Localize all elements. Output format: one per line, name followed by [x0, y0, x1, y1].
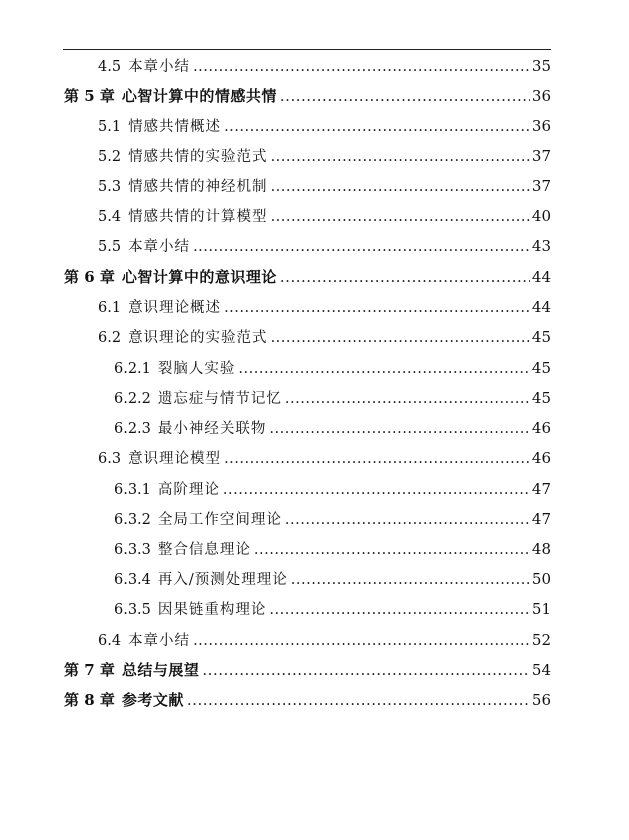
toc-page-number: 45: [531, 328, 551, 346]
toc-title: 再入/预测处理理论: [157, 572, 288, 588]
toc-number: 5.3: [98, 179, 122, 195]
toc-page-number: 37: [531, 147, 551, 165]
toc-number: 6.3: [98, 451, 122, 467]
toc-title: 心智计算中的情感共情: [121, 87, 277, 105]
toc-chapter-entry[interactable]: [64, 658, 551, 682]
toc-subentry[interactable]: [114, 356, 551, 380]
dot-leader: [202, 658, 530, 682]
toc-number: 6.3.5: [114, 602, 151, 618]
toc-page-number: 47: [531, 510, 551, 528]
toc-page-number: 56: [531, 691, 551, 709]
toc-title: 裂脑人实验: [157, 361, 236, 377]
toc-number: 第 6 章: [64, 268, 115, 286]
toc-number: 5.1: [98, 119, 122, 135]
dot-leader: [224, 447, 530, 471]
toc-entry[interactable]: [98, 144, 551, 168]
toc-title: 情感共情的实验范式: [128, 149, 268, 165]
dot-leader: [291, 568, 530, 592]
toc-number: 第 5 章: [64, 87, 115, 105]
toc-entry[interactable]: [98, 54, 551, 78]
toc-page-number: 45: [531, 359, 551, 377]
toc-page-number: 47: [531, 480, 551, 498]
dot-leader: [271, 205, 530, 229]
toc-page-number: 46: [531, 419, 551, 437]
toc-subentry[interactable]: [114, 597, 551, 621]
toc-subentry[interactable]: [114, 507, 551, 531]
dot-leader: [238, 357, 530, 381]
toc-number: 6.2.3: [114, 421, 151, 437]
toc-page-number: 50: [531, 570, 551, 588]
toc-page-number: 36: [531, 117, 551, 135]
toc-title: 遗忘症与情节记忆: [157, 391, 282, 407]
toc-chapter-entry[interactable]: [64, 84, 551, 108]
toc-title: 因果链重构理论: [157, 602, 267, 618]
toc-page-number: 35: [531, 57, 551, 75]
toc-page-number: 48: [531, 540, 551, 558]
toc-chapter-entry[interactable]: [64, 688, 551, 712]
dot-leader: [271, 326, 530, 350]
toc-number: 6.3.2: [114, 512, 151, 528]
toc-page-number: 43: [531, 237, 551, 255]
dot-leader: [224, 296, 530, 320]
dot-leader: [193, 55, 530, 79]
toc-number: 4.5: [98, 59, 122, 75]
dot-leader: [280, 265, 530, 289]
toc-page-number: 45: [531, 389, 551, 407]
toc-entry[interactable]: [98, 174, 551, 198]
toc-entry[interactable]: [98, 234, 551, 258]
dot-leader: [269, 417, 530, 441]
toc-page-number: 36: [531, 87, 551, 105]
toc-number: 6.4: [98, 633, 122, 649]
toc-page-number: 44: [531, 298, 551, 316]
toc-title: 情感共情的计算模型: [128, 209, 268, 225]
toc-page-number: 51: [531, 600, 551, 618]
toc-subentry[interactable]: [114, 477, 551, 501]
toc-number: 6.3.3: [114, 542, 151, 558]
toc-title: 参考文献: [121, 691, 184, 709]
toc-number: 6.3.1: [114, 482, 151, 498]
toc-number: 6.1: [98, 300, 122, 316]
toc-entry[interactable]: [98, 446, 551, 470]
toc-title: 意识理论的实验范式: [128, 330, 268, 346]
toc-title: 整合信息理论: [157, 542, 251, 558]
dot-leader: [254, 538, 530, 562]
toc-subentry[interactable]: [114, 386, 551, 410]
toc-page-number: 40: [531, 207, 551, 225]
toc-subentry[interactable]: [114, 537, 551, 561]
toc-chapter-entry[interactable]: [64, 265, 551, 289]
toc-title: 心智计算中的意识理论: [121, 268, 277, 286]
toc-title: 最小神经关联物: [157, 421, 267, 437]
toc-page-number: 52: [531, 631, 551, 649]
toc-title: 意识理论概述: [128, 300, 222, 316]
toc-title: 情感共情概述: [128, 119, 222, 135]
dot-leader: [193, 629, 530, 653]
dot-leader: [271, 145, 530, 169]
toc-title: 情感共情的神经机制: [128, 179, 268, 195]
toc-entry[interactable]: [98, 628, 551, 652]
toc-page-number: 54: [531, 661, 551, 679]
toc-number: 6.2.1: [114, 361, 151, 377]
toc-page-number: 46: [531, 449, 551, 467]
toc-number: 5.2: [98, 149, 122, 165]
dot-leader: [285, 387, 530, 411]
toc-title: 本章小结: [128, 633, 191, 649]
toc-title: 总结与展望: [121, 661, 200, 679]
toc-title: 高阶理论: [157, 482, 220, 498]
dot-leader: [269, 598, 530, 622]
header-rule: [63, 49, 551, 50]
toc-number: 第 8 章: [64, 691, 115, 709]
toc-page-number: 44: [531, 268, 551, 286]
toc-title: 全局工作空间理论: [157, 512, 282, 528]
toc-subentry[interactable]: [114, 416, 551, 440]
toc-entry[interactable]: [98, 325, 551, 349]
dot-leader: [187, 688, 530, 712]
toc-title: 本章小结: [128, 239, 191, 255]
toc-page-number: 37: [531, 177, 551, 195]
dot-leader: [280, 84, 530, 108]
toc-number: 5.4: [98, 209, 122, 225]
toc-entry[interactable]: [98, 114, 551, 138]
toc-subentry[interactable]: [114, 567, 551, 591]
toc-entry[interactable]: [98, 295, 551, 319]
toc-title: 本章小结: [128, 59, 191, 75]
toc-number: 6.3.4: [114, 572, 151, 588]
dot-leader: [271, 175, 530, 199]
toc-title: 意识理论模型: [128, 451, 222, 467]
dot-leader: [224, 115, 530, 139]
toc-number: 第 7 章: [64, 661, 115, 679]
dot-leader: [223, 478, 530, 502]
toc-entry[interactable]: [98, 204, 551, 228]
dot-leader: [193, 235, 530, 259]
toc-number: 5.5: [98, 239, 122, 255]
dot-leader: [285, 508, 530, 532]
toc-number: 6.2: [98, 330, 122, 346]
toc-number: 6.2.2: [114, 391, 151, 407]
